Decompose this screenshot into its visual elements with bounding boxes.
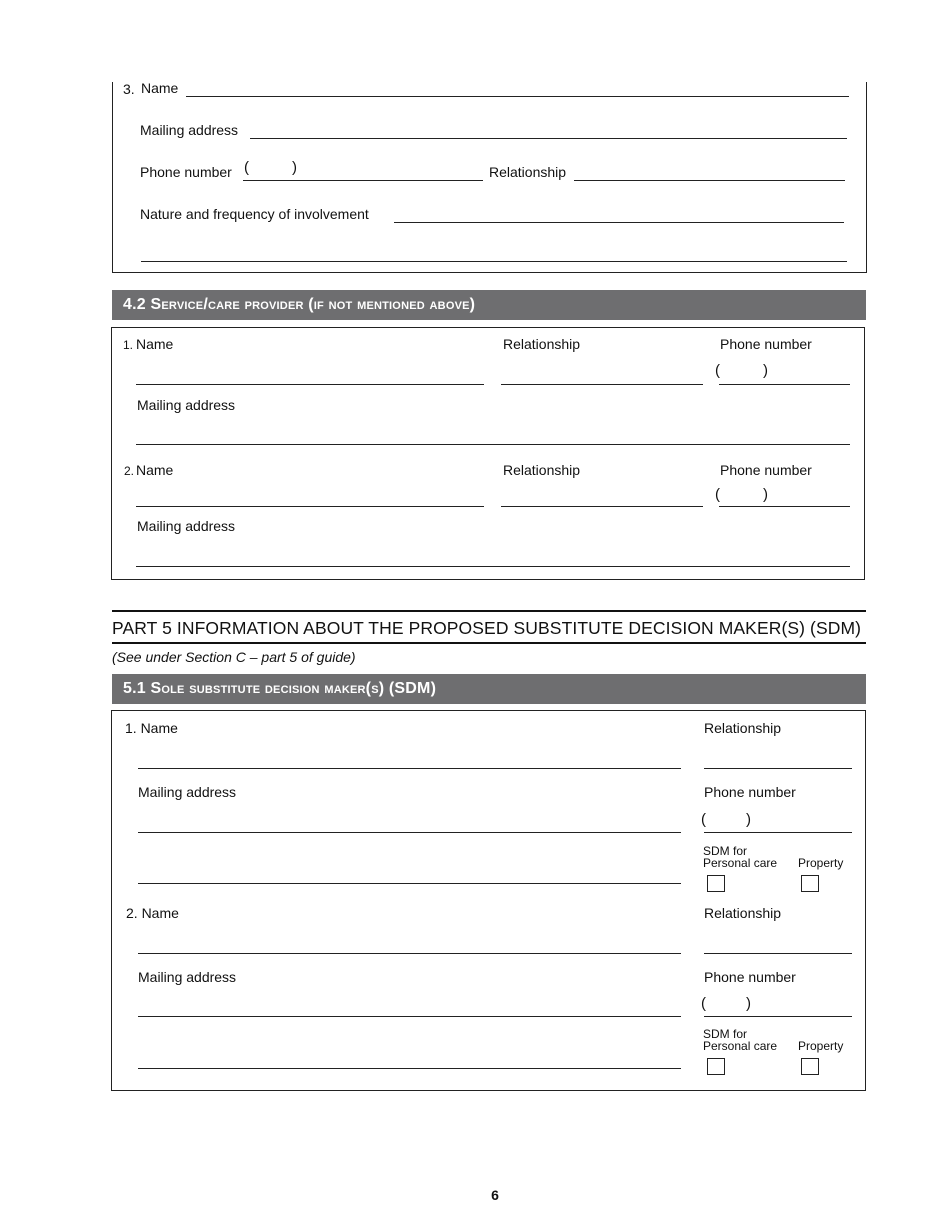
- sec42-header: 4.2 Service/care provider (if not mentioned above): [112, 290, 866, 320]
- sec3-relationship-field[interactable]: [574, 180, 845, 181]
- sec51-entry1-name-label: 1. Name: [125, 720, 178, 736]
- sec51-header: 5.1 Sole substitute decision maker(s) (SDM): [112, 674, 866, 704]
- sec51-entry2-property-checkbox[interactable]: [801, 1058, 819, 1075]
- sec42-entry2-phone-label: Phone number: [720, 462, 812, 478]
- sec42-entry2-phone-field[interactable]: [719, 506, 850, 507]
- sec3-nature-label: Nature and frequency of involvement: [140, 206, 369, 222]
- sec3-name-field[interactable]: [186, 96, 849, 97]
- sec51-entry1-property-label: Property: [798, 856, 844, 870]
- sec51-entry1-sdm-for-label: SDM for: [703, 844, 748, 858]
- sec42-entry2-relationship-field[interactable]: [501, 506, 703, 507]
- part5-rule-top: [112, 610, 866, 612]
- sec51-entry1-personal-care-checkbox[interactable]: [707, 875, 725, 892]
- sec42-entry1-relationship-field[interactable]: [501, 384, 703, 385]
- part5-note: (See under Section C – part 5 of guide): [112, 649, 356, 665]
- sec3-phone-field[interactable]: [243, 180, 483, 181]
- sec3-number: 3.: [123, 81, 135, 97]
- part5-heading: PART 5 INFORMATION ABOUT THE PROPOSED SUBSTITUTE DECISION MAKER(S) (SDM): [112, 618, 862, 638]
- sec42-entry1-paren-open: (: [715, 362, 720, 379]
- sec42-entry2-paren-close: ): [763, 486, 768, 503]
- sec3-nature-field-2[interactable]: [141, 261, 847, 262]
- sec42-entry2-name-field[interactable]: [136, 506, 484, 507]
- sec3-phone-paren-close: ): [292, 159, 297, 176]
- sec42-entry1-paren-close: ): [763, 362, 768, 379]
- sec51-entry1-phone-field[interactable]: [704, 832, 852, 833]
- sec51-entry1-mailing-field-2[interactable]: [138, 883, 681, 884]
- sec42-entry1-name-field[interactable]: [136, 384, 484, 385]
- sec51-entry2-mailing-label: Mailing address: [138, 969, 237, 985]
- sec51-entry2-personal-care-label: Personal care: [703, 1039, 778, 1053]
- sec51-entry2-phone-label: Phone number: [704, 969, 796, 985]
- sec51-entry1-mailing-label: Mailing address: [138, 784, 237, 800]
- sec42-entry1-number: 1.: [123, 338, 134, 352]
- sec42-entry1-mailing-label: Mailing address: [137, 397, 236, 413]
- sec42-box: [111, 327, 865, 580]
- sec51-entry2-phone-field[interactable]: [704, 1016, 852, 1017]
- sec42-entry1-name-label: Name: [136, 336, 174, 352]
- sec3-mailing-field[interactable]: [250, 138, 847, 139]
- sec42-entry1-phone-field[interactable]: [719, 384, 850, 385]
- sec51-entry2-mailing-field-2[interactable]: [138, 1068, 681, 1069]
- sec3-name-label: Name: [141, 80, 179, 96]
- sec51-entry1-relationship-field[interactable]: [704, 768, 852, 769]
- sec51-entry2-name-label: 2. Name: [126, 905, 179, 921]
- sec42-entry2-number: 2.: [124, 464, 135, 478]
- sec51-entry1-paren-close: ): [746, 811, 751, 828]
- sec51-entry2-paren-close: ): [746, 995, 751, 1012]
- sec51-entry2-paren-open: (: [701, 995, 706, 1012]
- part5-rule-bottom: [112, 642, 866, 644]
- sec42-entry2-relationship-label: Relationship: [503, 462, 581, 478]
- sec51-entry2-relationship-field[interactable]: [704, 953, 852, 954]
- sec51-entry1-phone-label: Phone number: [704, 784, 796, 800]
- sec51-entry1-name-field[interactable]: [138, 768, 681, 769]
- sec3-mailing-label: Mailing address: [140, 122, 239, 138]
- sec42-entry2-name-label: Name: [136, 462, 174, 478]
- sec51-entry2-mailing-field[interactable]: [138, 1016, 681, 1017]
- sec42-entry1-relationship-label: Relationship: [503, 336, 581, 352]
- sec42-entry1-mailing-field[interactable]: [136, 444, 850, 445]
- sec51-entry1-paren-open: (: [701, 811, 706, 828]
- sec42-entry1-phone-label: Phone number: [720, 336, 812, 352]
- sec3-nature-field[interactable]: [394, 222, 844, 223]
- sec51-entry1-relationship-label: Relationship: [704, 720, 782, 736]
- sec51-entry1-personal-care-label: Personal care: [703, 856, 778, 870]
- sec51-entry2-property-label: Property: [798, 1039, 844, 1053]
- sec51-entry1-mailing-field[interactable]: [138, 832, 681, 833]
- sec51-entry2-name-field[interactable]: [138, 953, 681, 954]
- sec51-entry2-sdm-for-label: SDM for: [703, 1027, 748, 1041]
- sec51-entry2-relationship-label: Relationship: [704, 905, 782, 921]
- sec42-entry2-mailing-field[interactable]: [136, 566, 850, 567]
- sec51-entry2-personal-care-checkbox[interactable]: [707, 1058, 725, 1075]
- sec3-relationship-label: Relationship: [489, 164, 567, 180]
- page-number: 6: [491, 1187, 499, 1203]
- sec3-phone-paren-open: (: [244, 159, 249, 176]
- sec42-entry2-mailing-label: Mailing address: [137, 518, 236, 534]
- sec42-entry2-paren-open: (: [715, 486, 720, 503]
- sec3-phone-label: Phone number: [140, 164, 232, 180]
- sec51-entry1-property-checkbox[interactable]: [801, 875, 819, 892]
